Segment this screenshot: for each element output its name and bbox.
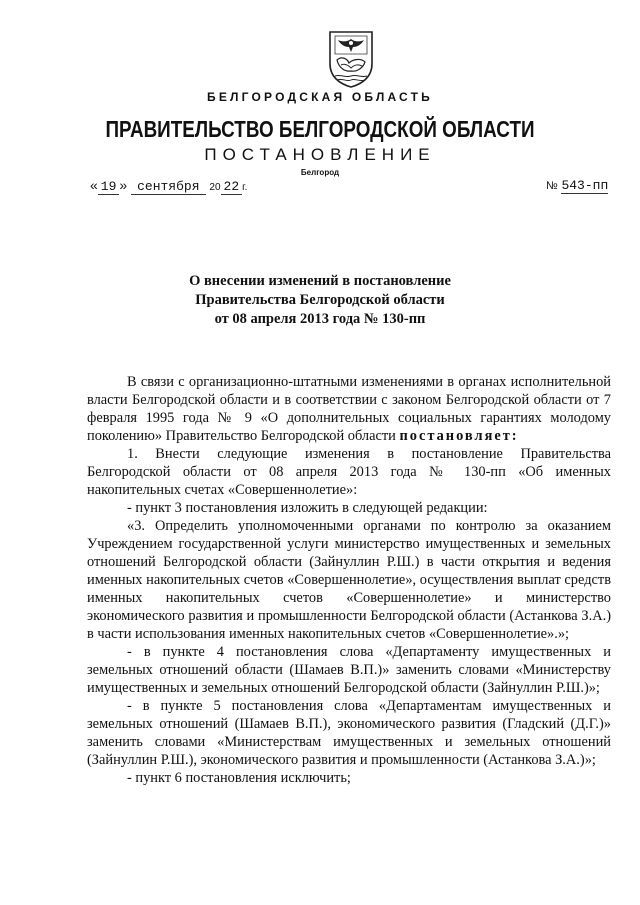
clause-6-text: - пункт 6 постановления исключить; bbox=[127, 770, 351, 786]
date-open-quote: « bbox=[90, 177, 98, 193]
title-line-2: Правительства Белгородской области bbox=[195, 292, 445, 308]
clause-4-text: - в пункте 4 постановления слова «Департаменту имущественных и земельных отношений области (Шамаев В.П.)» заменить словами «Министерству имущественных и земельных отношений Белгородской области (Зайнуллин Р.Ш.)»; bbox=[87, 644, 611, 696]
preamble-paragraph bbox=[87, 373, 611, 445]
clause-3-intro: - пункт 3 постановления изложить в следующей редакции: bbox=[127, 500, 488, 516]
date-close-quote: » bbox=[119, 177, 128, 193]
city-name: Белгород bbox=[300, 168, 340, 177]
item-1-paragraph: 1. Внести следующие изменения в постановление Правительства Белгородской области от 08 апреля 2013 года № 130-пп «Об именных накопительных счетах «Совершеннолетие»: bbox=[87, 446, 611, 498]
title-line-3: от 08 апреля 2013 года № 130-пп bbox=[214, 311, 426, 327]
document-number bbox=[546, 177, 608, 193]
resolves-word: постановляет: bbox=[399, 428, 519, 444]
clause-5-text: - в пункте 5 постановления слова «Департаментам имущественных и земельных отношений (Шамаев В.П.), экономического развития (Гладский (Д.Г.)» заменить словами «Министерствам имущественных и земельных отношений (Зайнуллин Р.Ш.), экономического развития и промышленности (Астанкова З.А.)»; bbox=[87, 698, 611, 768]
document-title bbox=[0, 272, 640, 329]
date-year-suffix: 22 bbox=[221, 179, 243, 195]
date-day: 19 bbox=[98, 179, 120, 195]
number-value: 543-пп bbox=[561, 178, 609, 193]
document-type: ПОСТАНОВЛЕНИЕ bbox=[204, 145, 436, 164]
preamble-text: В связи с организационно-штатными изменениями в органах исполнительной власти Белгородской области и в соответствии с законом Белгородской области от 7 февраля 1995 года № 9 «О дополнительных социальных гарантиях молодому поколению» Правительство Белгородской области bbox=[87, 374, 611, 444]
clause-3-text: «3. Определить уполномоченными органами по контролю за оказанием Учреждением государственной услуги министерство имущественных и земельных отношений Белгородской области (Зайнуллин Р.Ш.) в части открытия и ведения именных накопительных счетов «Совершеннолетие», осуществления выплат средств именных накопительных счетов «Совершеннолетие» и министерство экономического развития и промышленности Белгородской области (Астанкова З.А.) в части использования именных накопительных счетов «Совершеннолетие».»; bbox=[87, 518, 611, 642]
region-name: БЕЛГОРОДСКАЯ ОБЛАСТЬ bbox=[207, 90, 433, 104]
date-year-prefix: 20 bbox=[209, 182, 221, 193]
government-name: ПРАВИТЕЛЬСТВО БЕЛГОРОДСКОЙ ОБЛАСТИ bbox=[105, 116, 535, 142]
document-body bbox=[87, 373, 611, 787]
date-month: сентября bbox=[131, 179, 205, 195]
document-date bbox=[90, 177, 247, 194]
title-line-1: О внесении изменений в постановление bbox=[189, 273, 451, 289]
coat-of-arms-icon bbox=[327, 30, 375, 88]
number-prefix: № bbox=[546, 180, 558, 192]
date-year-abbr: г. bbox=[242, 182, 248, 193]
